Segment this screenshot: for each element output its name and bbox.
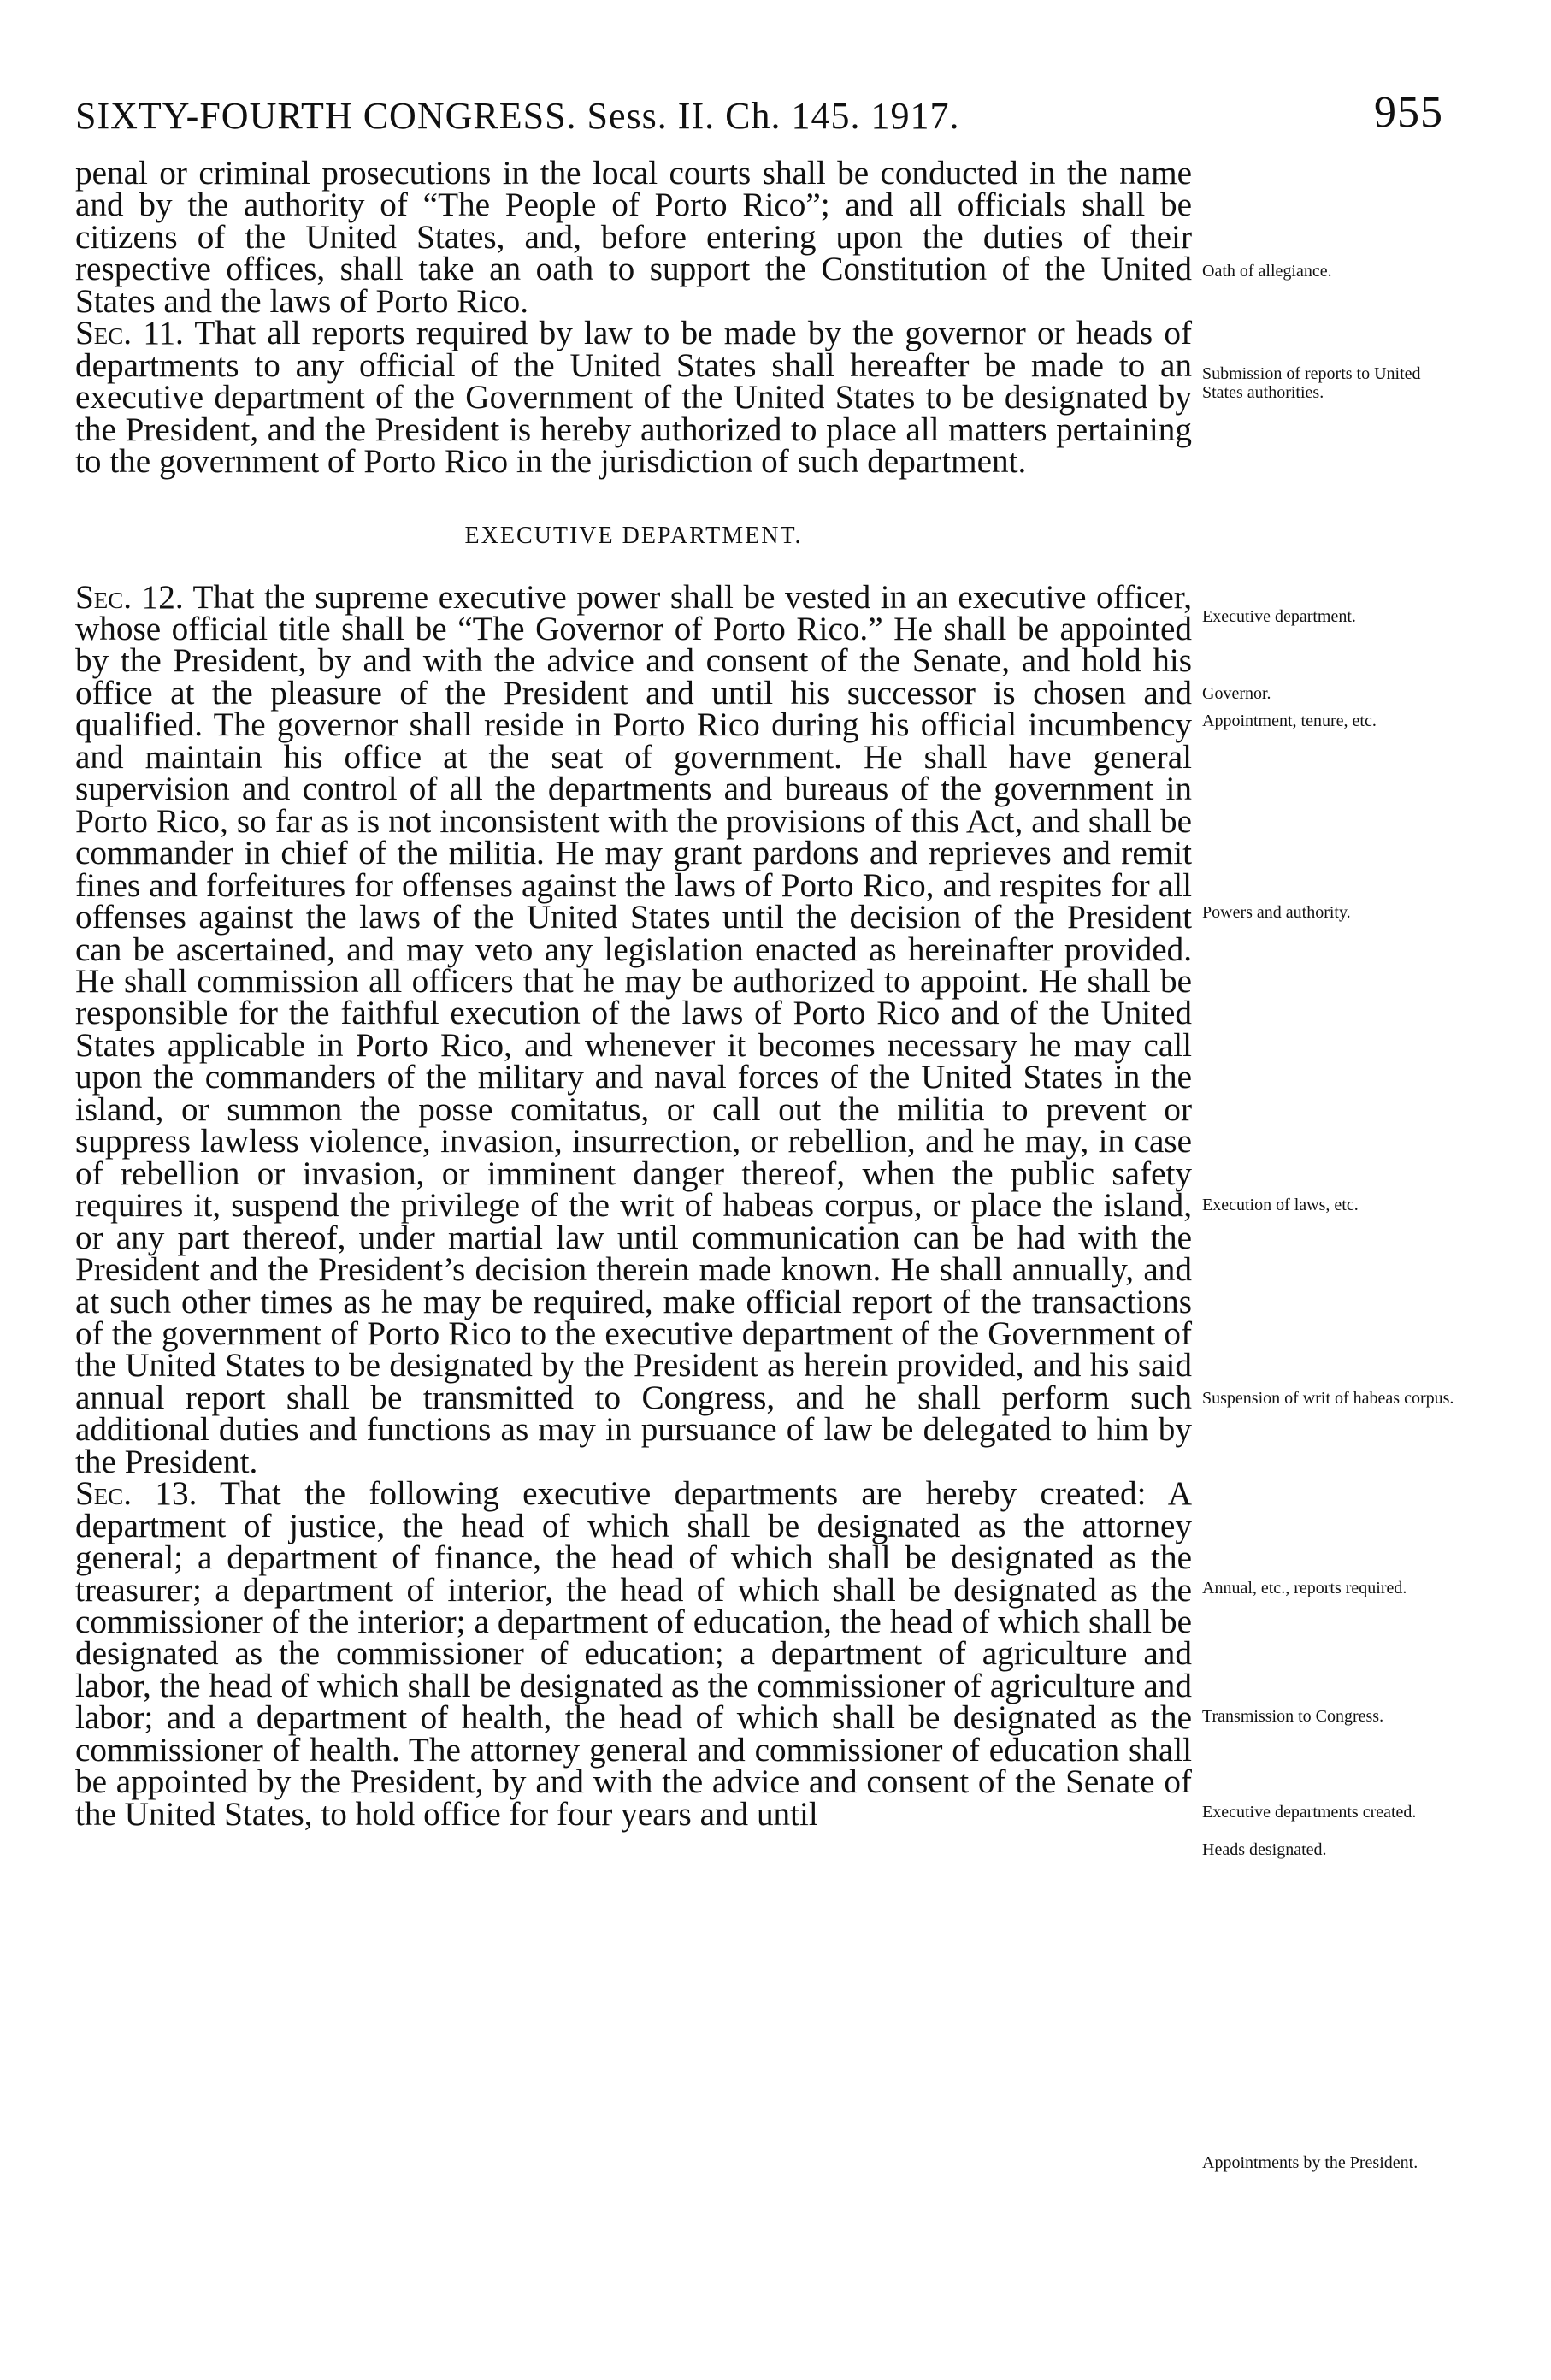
section-12-label: Sec. 12. xyxy=(75,578,184,616)
margin-note-reports: Submission of reports to United States authorities. xyxy=(1202,364,1421,402)
section-13 xyxy=(75,1475,1192,1833)
margin-note-appointment: Appointment, tenure, etc. xyxy=(1202,712,1377,730)
running-title: SIXTY-FOURTH CONGRESS. Sess. II. Ch. 145. 1917. xyxy=(75,95,960,137)
margin-note-execution: Execution of laws, etc. xyxy=(1202,1196,1359,1214)
section-11-text: That all reports required by law to be made by the governor or heads of departments to any official of the United States shall hereafter be made to an executive department of the Government of the United States to be designated by the President, and the President is hereby authorized to place all matters pertaining to the government of Porto Rico in the jurisdiction of such department. xyxy=(75,315,1193,481)
continued-paragraph: penal or criminal prosecutions in the local courts shall be conducted in the name and by the authority of “The People of Porto Rico”; and all officials shall be citizens of the United States, and, before entering upon the duties of their respective offices, shall take an oath to support the Constitution of the United States and the laws of Porto Rico. xyxy=(75,155,1192,320)
section-12-text: That the supreme executive power shall be vested in an executive officer, whose official title shall be “The Governor of Porto Rico.” He shall be appointed by the President, by and with the advice and consent of the Senate, and hold his office at the pleasure of the President and until his successor is chosen and qualified. The governor shall reside in Porto Rico during his official incumbency and maintain his office at the seat of government. He shall have general supervision and control of all the departments and bureaus of the government in Porto Rico, so far as is not inconsistent with the provisions of this Act, and shall be commander in chief of the militia. He may grant pardons and reprieves and remit fines and forfeitures for offenses against the laws of Porto Rico, and respites for all offenses against the laws of the United States until the decision of the President can be ascertained, and may veto any legislation enacted as hereinafter provided. He shall commission all officers that he may be authorized to appoint. He shall be responsible for the faithful execution of the laws of Porto Rico and of the United States applicable in Porto Rico, and whenever it becomes necessary he may call upon the commanders of the military and naval forces of the United States in the island, or summon the posse comitatus, or call out the militia to prevent or suppress lawless violence, invasion, insurrection, or rebellion, and he may, in case of rebellion or invasion, or imminent danger thereof, when the public safety requires it, suspend the privilege of the writ of habeas corpus, or place the island, or any part thereof, under martial law until communication can be had with the President and the President’s decision therein made known. He shall annually, and at such other times as he may be required, make official report of the transactions of the government of Porto Rico to the executive department of the Government of the United States to be designated by the President as herein provided, and his said annual report shall be transmitted to Congress, and he shall perform such additional duties and functions as may in pursuance of law be delegated to him by the President. xyxy=(75,578,1192,1480)
body-text xyxy=(75,155,1193,1833)
margin-note-executive-department: Executive department. xyxy=(1202,607,1356,626)
margin-note-transmission: Transmission to Congress. xyxy=(1202,1707,1384,1726)
page-header xyxy=(75,82,1443,142)
margin-note-departments-created: Executive departments created. xyxy=(1202,1803,1417,1822)
executive-department-heading: EXECUTIVE DEPARTMENT. xyxy=(464,522,803,549)
margin-note-oath: Oath of allegiance. xyxy=(1202,262,1332,281)
section-13-text: That the following executive departments are hereby created: A department of justice, the head of which shall be designated as the attorney general; a department of finance, the head of which shall be designated as the treasurer; a department of interior, the head of which shall be designated as the commissioner of the interior; a department of education, the head of which shall be designated as the commissioner of education; a department of agriculture and labor, the head of which shall be designated as the commissioner of agriculture and labor; and a department of health, the head of which shall be designated as the commissioner of health. The attorney general and commissioner of education shall be appointed by the President, by and with the advice and consent of the Senate of the United States, to hold office for four years and until xyxy=(75,1475,1192,1833)
margin-note-annual-reports: Annual, etc., reports required. xyxy=(1202,1579,1407,1597)
margin-note-heads-designated: Heads designated. xyxy=(1202,1840,1327,1859)
margin-note-habeas-corpus: Suspension of writ of habeas corpus. xyxy=(1202,1389,1454,1408)
section-12 xyxy=(75,578,1192,1480)
page-number: 955 xyxy=(1374,88,1443,137)
section-11-label: Sec. 11. xyxy=(75,315,184,352)
section-11 xyxy=(75,315,1193,481)
margin-note-powers: Powers and authority. xyxy=(1202,903,1351,922)
section-13-label: Sec. 13. xyxy=(75,1475,198,1513)
margin-note-appointments: Appointments by the President. xyxy=(1202,2153,1418,2172)
margin-note-governor: Governor. xyxy=(1202,684,1271,703)
